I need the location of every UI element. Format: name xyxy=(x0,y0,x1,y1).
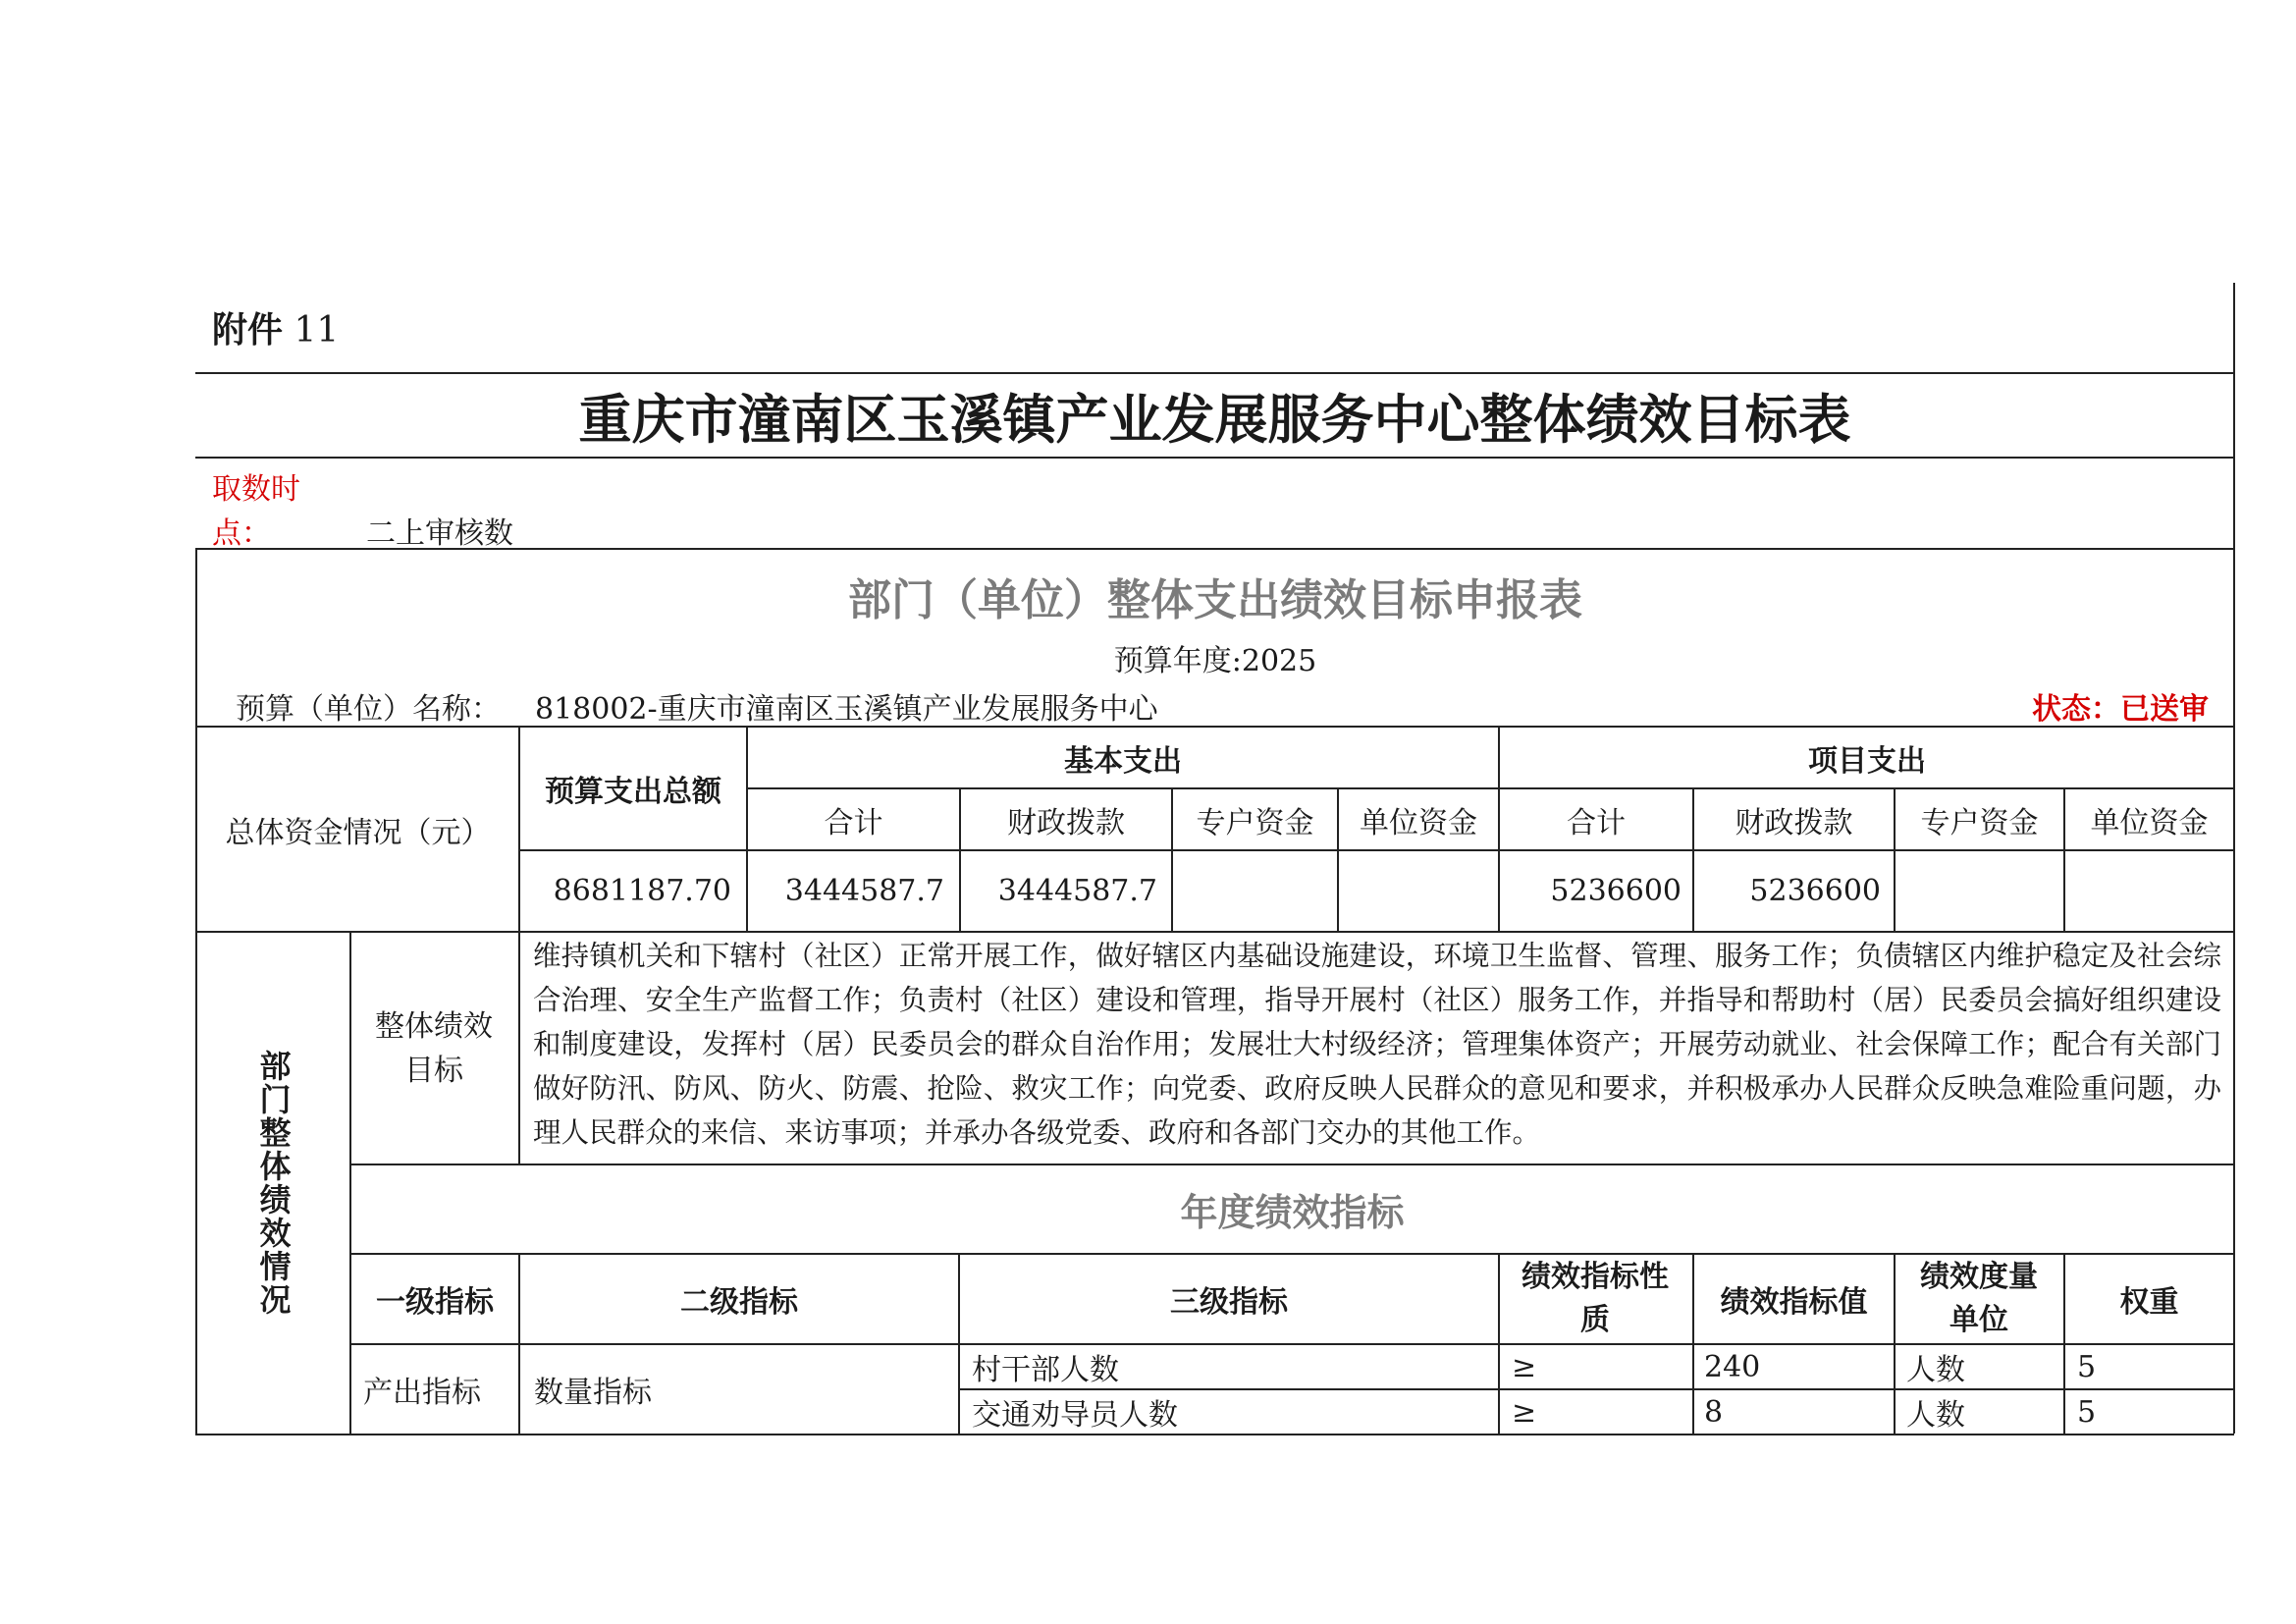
fetch-time-label-2: 点： xyxy=(212,516,271,551)
fund-value xyxy=(1896,851,2053,931)
page-title: 重庆市潼南区玉溪镇产业发展服务中心整体绩效目标表 xyxy=(578,388,1851,451)
row2-unit: 人数 xyxy=(1906,1398,1965,1433)
fund-value xyxy=(1339,851,1486,931)
fetch-time-label-1: 取数时 xyxy=(212,472,300,507)
divider xyxy=(195,457,2234,459)
header-value: 绩效指标值 xyxy=(1720,1285,1868,1320)
goal-text: 维持镇机关和下辖村（社区）正常开展工作，做好辖区内基础设施建设，环境卫生监督、管理、服务工作；负债辖区内维护稳定及社会综合治理、安全生产监督工作；负责村（社区）建设和管理，指导开展村（社区）服务工作，并指导和帮助村（居）民委员会搞好组织建设和制度建设，发挥村（居）民委员会的群众自治作用；发展壮大村级经济；管理集体资产；开展劳动就业、社会保障工作；配合有关部门做好防汛、防风、防火、防震、抢险、救灾工作；向党委、政府反映人民群众的意见和要求，并积极承办人民群众反映急难险重问题，办理人民群众的来信、来访事项；并承办各级党委、政府和各部门交办的其他工作。 xyxy=(533,940,2221,1149)
header-weight: 权重 xyxy=(2119,1285,2179,1320)
sub-header: 专户资金 xyxy=(1196,805,1314,840)
sub-header: 单位资金 xyxy=(1360,805,1477,840)
fetch-time-value: 二上审核数 xyxy=(366,516,513,551)
sub-header: 合计 xyxy=(824,805,883,840)
total-value: 8681187.70 xyxy=(553,874,731,908)
basic-header: 基本支出 xyxy=(1064,743,1182,779)
row1-value: 240 xyxy=(1704,1349,1761,1384)
row2-weight: 5 xyxy=(2077,1394,2097,1430)
table-line xyxy=(1894,1253,1896,1434)
performance-section-label: 部门整体绩效情况 xyxy=(254,1050,293,1317)
fund-value: 5236600 xyxy=(1550,874,1682,908)
annual-indicators-title: 年度绩效指标 xyxy=(1180,1191,1405,1234)
header-level3: 三级指标 xyxy=(1170,1285,1288,1320)
header-nature: 绩效指标性质 xyxy=(1522,1260,1669,1337)
goal-label: 整体绩效目标 xyxy=(375,1008,493,1088)
table-border xyxy=(195,548,197,1434)
table-border xyxy=(195,548,2234,550)
attachment-word: 附件 xyxy=(212,310,284,351)
unit-name-value: 818002-重庆市潼南区玉溪镇产业发展服务中心 xyxy=(535,692,1158,727)
header-level1: 一级指标 xyxy=(376,1285,494,1320)
sub-header: 专户资金 xyxy=(1920,805,2039,840)
table-line xyxy=(518,931,520,1164)
fund-value: 3444587.7 xyxy=(997,874,1157,908)
row2-level3: 交通劝导员人数 xyxy=(972,1398,1178,1433)
row1-weight: 5 xyxy=(2077,1349,2097,1384)
project-header: 项目支出 xyxy=(1808,743,1926,779)
header-level2: 二级指标 xyxy=(680,1285,798,1320)
sub-header: 合计 xyxy=(1567,805,1626,840)
unit-name-label: 预算（单位）名称： xyxy=(236,692,501,727)
row2-value: 8 xyxy=(1704,1394,1724,1430)
row1-nature: ≥ xyxy=(1512,1349,1537,1384)
sub-header: 财政拨款 xyxy=(1007,805,1125,840)
funds-row-label: 总体资金情况（元） xyxy=(225,815,491,850)
fund-value xyxy=(1173,851,1325,931)
row1-level3: 村干部人数 xyxy=(972,1353,1119,1387)
row2-nature: ≥ xyxy=(1512,1394,1537,1430)
row1-unit: 人数 xyxy=(1906,1353,1965,1387)
fund-value xyxy=(2065,851,2222,931)
header-unit: 绩效度量单位 xyxy=(1920,1260,2038,1337)
total-header: 预算支出总额 xyxy=(545,775,721,809)
attachment-number: 11 xyxy=(294,310,340,351)
sub-header: 单位资金 xyxy=(2090,805,2209,840)
fund-value: 3444587.7 xyxy=(784,874,944,908)
sub-header: 财政拨款 xyxy=(1735,805,1853,840)
level1-value: 产出指标 xyxy=(363,1376,481,1410)
form-title: 部门（单位）整体支出绩效目标申报表 xyxy=(848,575,1582,625)
level2-value: 数量指标 xyxy=(534,1376,652,1410)
budget-year: 预算年度:2025 xyxy=(1113,644,1317,678)
table-line xyxy=(195,931,2234,933)
table-border xyxy=(195,1434,2234,1435)
table-line xyxy=(1498,1253,1500,1434)
status-badge: 状态：已送审 xyxy=(2032,692,2209,727)
fund-value: 5236600 xyxy=(1749,874,1881,908)
attachment-label xyxy=(212,302,339,352)
